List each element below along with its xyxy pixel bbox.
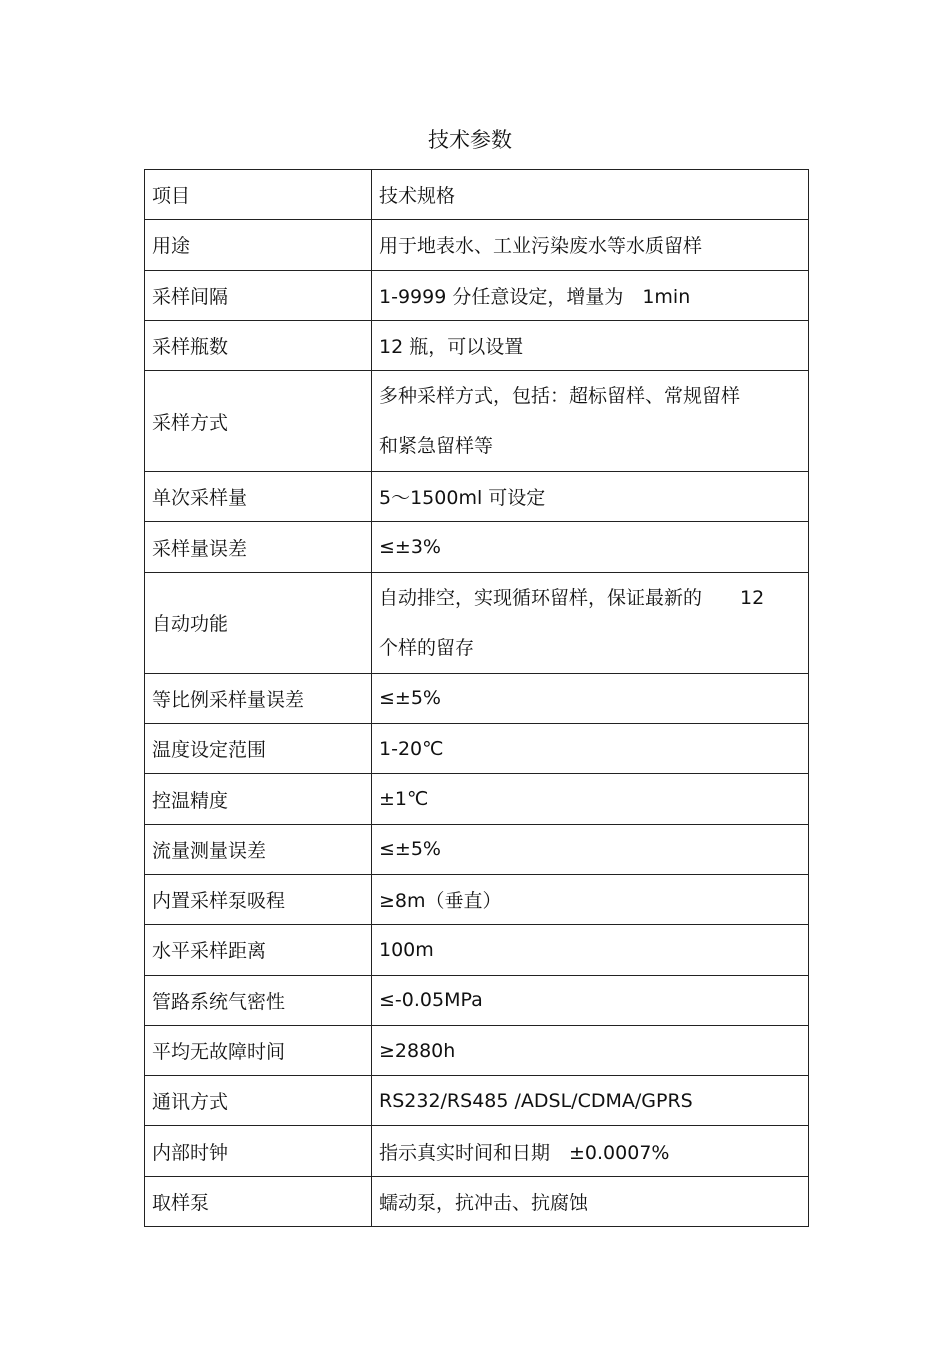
spec-table xyxy=(144,169,809,1227)
spec-line: 100m xyxy=(379,938,434,961)
row-item-cell: 温度设定范围 xyxy=(145,724,372,774)
spec-line: 和紧急留样等 xyxy=(379,435,494,458)
table-row xyxy=(145,1126,809,1176)
row-spec-cell xyxy=(372,925,809,975)
table-row xyxy=(145,572,809,673)
table-row xyxy=(145,724,809,774)
row-spec-cell xyxy=(372,1076,809,1126)
spec-line: RS232/RS485 /ADSL/CDMA/GPRS xyxy=(379,1089,693,1112)
row-spec-cell xyxy=(372,371,809,472)
spec-line: 自动排空，实现循环留样，保证最新的 12 xyxy=(379,586,765,609)
spec-line: ±1℃ xyxy=(379,788,429,811)
row-spec-cell xyxy=(372,824,809,874)
page-title: 技术参数 xyxy=(428,128,512,152)
table-row xyxy=(145,925,809,975)
table-row xyxy=(145,270,809,320)
table-row xyxy=(145,371,809,472)
row-item-cell: 控温精度 xyxy=(145,774,372,824)
spec-line: 12 瓶，可以设置 xyxy=(379,336,524,359)
spec-line: ≤±5% xyxy=(379,838,441,861)
spec-line: 1-9999 分任意设定，增量为 1min xyxy=(379,285,691,308)
table-header-row xyxy=(145,170,809,220)
row-item-cell: 单次采样量 xyxy=(145,472,372,522)
table-row xyxy=(145,522,809,572)
row-spec-cell xyxy=(372,522,809,572)
spec-line: 指示真实时间和日期 ±0.0007% xyxy=(379,1141,670,1164)
spec-line: ≤±3% xyxy=(379,536,441,559)
row-item-cell: 平均无故障时间 xyxy=(145,1025,372,1075)
spec-line: 1-20℃ xyxy=(379,737,444,760)
spec-line: 蠕动泵，抗冲击、抗腐蚀 xyxy=(379,1191,589,1214)
row-spec-cell xyxy=(372,1176,809,1226)
table-row xyxy=(145,874,809,924)
table-row xyxy=(145,774,809,824)
row-item-cell: 管路系统气密性 xyxy=(145,975,372,1025)
row-spec-cell xyxy=(372,472,809,522)
row-item-cell: 取样泵 xyxy=(145,1176,372,1226)
table-row xyxy=(145,472,809,522)
row-item-cell: 采样方式 xyxy=(145,371,372,472)
spec-line: ≥8m（垂直） xyxy=(379,890,502,913)
row-item-cell: 用途 xyxy=(145,220,372,270)
row-item-cell: 内置采样泵吸程 xyxy=(145,874,372,924)
row-spec-cell xyxy=(372,975,809,1025)
header-item-cell: 项目 xyxy=(145,170,372,220)
row-item-cell: 内部时钟 xyxy=(145,1126,372,1176)
row-spec-cell xyxy=(372,1126,809,1176)
row-spec-cell xyxy=(372,774,809,824)
row-item-cell: 水平采样距离 xyxy=(145,925,372,975)
table-row xyxy=(145,975,809,1025)
row-spec-cell xyxy=(372,724,809,774)
table-row xyxy=(145,673,809,723)
row-spec-cell xyxy=(372,673,809,723)
row-item-cell: 采样瓶数 xyxy=(145,320,372,370)
row-item-cell: 自动功能 xyxy=(145,572,372,673)
spec-table-body xyxy=(145,170,809,1227)
spec-line: 个样的留存 xyxy=(379,636,475,659)
spec-line: ≤-0.05MPa xyxy=(379,989,483,1012)
row-item-cell: 采样间隔 xyxy=(145,270,372,320)
row-spec-cell xyxy=(372,1025,809,1075)
table-row xyxy=(145,1176,809,1226)
row-spec-cell xyxy=(372,572,809,673)
spec-line: 用于地表水、工业污染废水等水质留样 xyxy=(379,235,703,258)
spec-line: ≤±5% xyxy=(379,687,441,710)
table-row xyxy=(145,1025,809,1075)
spec-line: 多种采样方式，包括：超标留样、常规留样 xyxy=(379,385,741,408)
row-item-cell: 通讯方式 xyxy=(145,1076,372,1126)
row-spec-cell xyxy=(372,220,809,270)
row-spec-cell xyxy=(372,320,809,370)
spec-line: ≥2880h xyxy=(379,1039,456,1062)
row-spec-cell xyxy=(372,874,809,924)
table-row xyxy=(145,220,809,270)
row-spec-cell xyxy=(372,270,809,320)
header-spec-cell: 技术规格 xyxy=(372,170,809,220)
table-row xyxy=(145,1076,809,1126)
spec-line: 5～1500ml 可设定 xyxy=(379,487,546,510)
row-item-cell: 流量测量误差 xyxy=(145,824,372,874)
table-row xyxy=(145,320,809,370)
row-item-cell: 采样量误差 xyxy=(145,522,372,572)
table-row xyxy=(145,824,809,874)
row-item-cell: 等比例采样量误差 xyxy=(145,673,372,723)
